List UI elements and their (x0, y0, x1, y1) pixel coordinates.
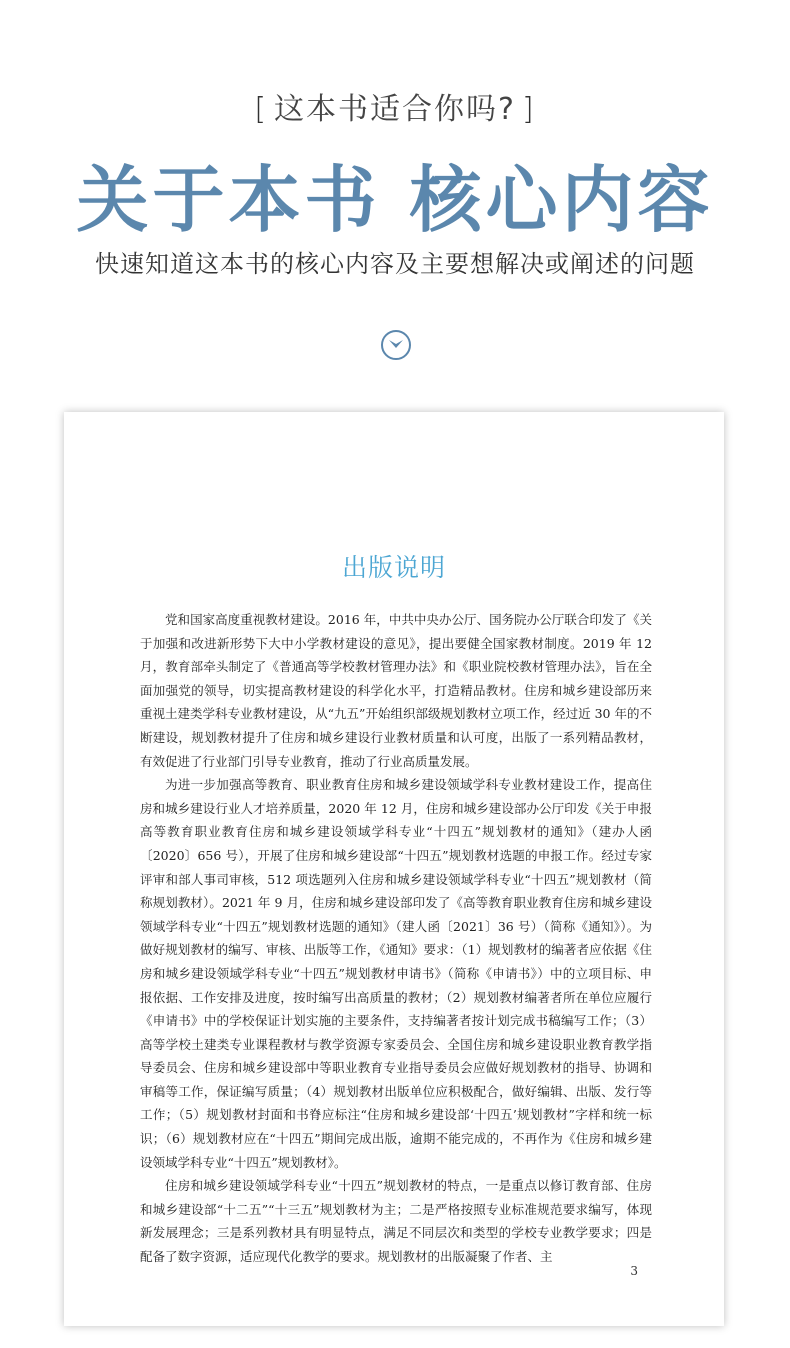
main-title: 关于本书 核心内容 (76, 157, 714, 242)
section-tag (0, 84, 790, 128)
section-tag-text: 这本书适合你吗? (274, 92, 516, 127)
page-number: 3 (630, 1264, 638, 1278)
paragraph: 住房和城乡建设领域学科专业“十四五”规划教材的特点，一是重点以修订教育部、住房和城乡建设部“十二五”“十三五”规划教材为主；二是严格按照专业标准规范要求编写，体现新发展理念；三是系列教材具有明显特点，满足不同层次和类型的学校专业教学要求；四是配备了数字资源，适应现代化教学的要求。规划教材的出版凝聚了作者、主 (140, 1178, 652, 1265)
book-page-preview (64, 412, 724, 1326)
bracket-right: ] (521, 92, 536, 127)
page-body (140, 608, 652, 1269)
bracket-left: [ (254, 92, 269, 127)
subtitle: 快速知道这本书的核心内容及主要想解决或阐述的问题 (95, 250, 695, 278)
paragraph: 为进一步加强高等教育、职业教育住房和城乡建设领域学科专业教材建设工作，提高住房和城乡建设行业人才培养质量，2020 年 12 月，住房和城乡建设部办公厅印发《关于申报高等教育职业教育住房和城乡建设领域学科专业“十四五”规划教材的通知》（建办人函〔2020〕656 号），开展了住房和城乡建设部“十四五”规划教材选题的申报工作。经过专家评审和部人事司审核，512 项选题列入住房和城乡建设领域学科专业“十四五”规划教材（简称规划教材）。2021 年 9 月，住房和城乡建设部印发了《高等教育职业教育住房和城乡建设领域学科专业“十四五”规划教材选题的通知》（建人函〔2021〕36 号）（简称《通知》）。为做好规划教材的编写、审核、出版等工作，《通知》要求：（1）规划教材的编著者应依据《住房和城乡建设领域学科专业“十四五”规划教材申请书》（简称《申请书》）中的立项目标、申报依据、工作安排及进度，按时编写出高质量的教材；（2）规划教材编著者所在单位应履行《申请书》中的学校保证计划实施的主要条件，支持编著者按计划完成书稿编写工作；（3）高等学校土建类专业课程教材与教学资源专家委员会、全国住房和城乡建设职业教育教学指导委员会、住房和城乡建设部中等职业教育专业指导委员会应做好规划教材的指导、协调和审稿等工作，保证编写质量；（4）规划教材出版单位应积极配合，做好编辑、出版、发行等工作；（5）规划教材封面和书脊应标注“住房和城乡建设部‘十四五’规划教材”字样和统一标识；（6）规划教材应在“十四五”期间完成出版，逾期不能完成的，不再作为《住房和城乡建设领域学科专业“十四五”规划教材》。 (140, 777, 652, 1170)
chevron-down-icon (388, 338, 404, 352)
paragraph: 党和国家高度重视教材建设。2016 年，中共中央办公厅、国务院办公厅联合印发了《关于加强和改进新形势下大中小学教材建设的意见》，提出要健全国家教材制度。2019 年 12 月，教育部牵头制定了《普通高等学校教材管理办法》和《职业院校教材管理办法》，旨在全面加强党的领导，切实提高教材建设的科学化水平，打造精品教材。住房和城乡建设部历来重视土建类学科专业教材建设，从“九五”开始组织部级规划教材立项工作，经过近 30 年的不断建设，规划教材提升了住房和城乡建设行业教材质量和认可度，出版了一系列精品教材，有效促进了行业部门引导专业教育，推动了行业高质量发展。 (140, 612, 652, 769)
chevron-down-circle-icon[interactable] (381, 330, 411, 360)
page-title: 出版说明 (341, 553, 446, 582)
